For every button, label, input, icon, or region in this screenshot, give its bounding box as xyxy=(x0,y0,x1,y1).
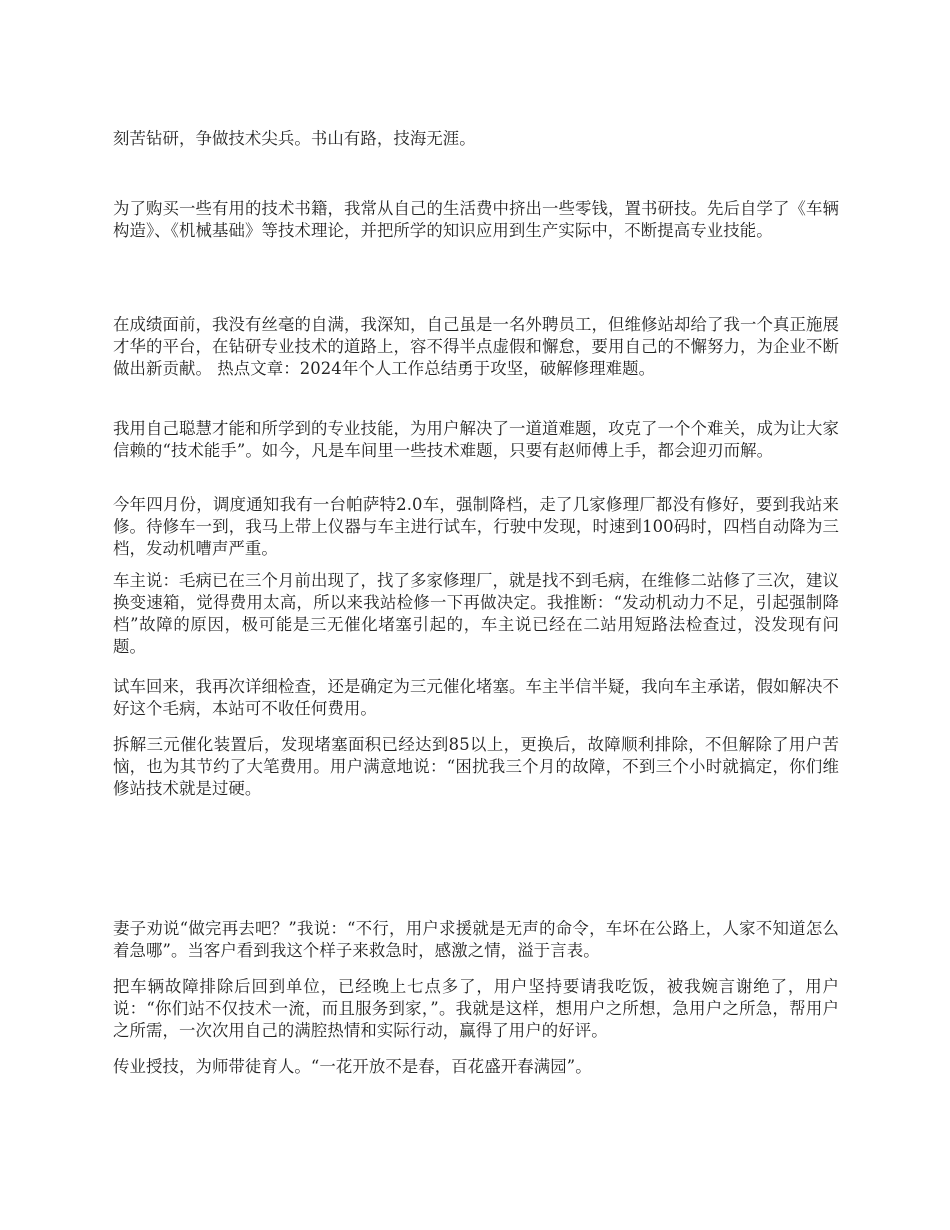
paragraph-8: 拆解三元催化装置后，发现堵塞面积已经达到85以上，更换后，故障顺利排除，不但解除了用户苦恼，也为其节约了大笔费用。用户满意地说：“困扰我三个月的故障，不到三个小时就搞定，你们维修站技术就是过硬。 xyxy=(113,735,839,798)
paragraph-4: 我用自己聪慧才能和所学到的专业技能，为用户解决了一道道难题，攻克了一个个难关，成为让大家信赖的“技术能手”。如今，凡是车间里一些技术难题，只要有赵师傅上手，都会迎刃而解。 xyxy=(113,419,839,460)
paragraph-11: 传业授技，为师带徒育人。“一花开放不是春，百花盛开春满园”。 xyxy=(113,1057,592,1076)
paragraph-2: 为了购买一些有用的技术书籍，我常从自己的生活费中挤出一些零钱，置书研技。先后自学了《车辆构造》、《机械基础》等技术理论，并把所学的知识应用到生产实际中，不断提高专业技能。 xyxy=(113,199,839,240)
paragraph-5: 今年四月份，调度通知我有一台帕萨特2.0车，强制降档，走了几家修理厂都没有修好，要到我站来修。待修车一到，我马上带上仪器与车主进行试车，行驶中发现，时速到100码时，四档自动降为三档，发动机嘈声严重。 xyxy=(113,495,839,558)
paragraph-7: 试车回来，我再次详细检查，还是确定为三元催化堵塞。车主半信半疑，我向车主承诺，假如解决不好这个毛病，本站可不收任何费用。 xyxy=(113,677,839,718)
paragraph-10: 把车辆故障排除后回到单位，已经晚上七点多了，用户坚持要请我吃饭，被我婉言谢绝了，用户说：“你们站不仅技术一流，而且服务到家，”。我就是这样，想用户之所想，急用户之所急，帮用户之所需，一次次用自己的满腔热情和实际行动，赢得了用户的好评。 xyxy=(113,977,839,1040)
paragraph-9: 妻子劝说“做完再去吧？”我说：“不行，用户求援就是无声的命令，车坏在公路上，人家不知道怎么着急哪”。当客户看到我这个样子来救急时，感激之情，溢于言表。 xyxy=(113,919,839,960)
paragraph-6: 车主说：毛病已在三个月前出现了，找了多家修理厂，就是找不到毛病，在维修二站修了三次，建议换变速箱，觉得费用太高，所以来我站检修一下再做决定。我推断：“发动机动力不足，引起强制降档”故障的原因，极可能是三无催化堵塞引起的，车主说已经在二站用短路法检查过，没发现有问题。 xyxy=(113,571,839,656)
paragraph-1: 刻苦钻研，争做技术尖兵。书山有路，技海无涯。 xyxy=(113,129,476,148)
paragraph-3: 在成绩面前，我没有丝毫的自满，我深知，自己虽是一名外聘员工，但维修站却给了我一个真正施展才华的平台，在钻研专业技术的道路上，容不得半点虚假和懈怠，要用自己的不懈努力，为企业不断做出新贡献。 热点文章：2024年个人工作总结勇于攻坚，破解修理难题。 xyxy=(113,315,839,378)
